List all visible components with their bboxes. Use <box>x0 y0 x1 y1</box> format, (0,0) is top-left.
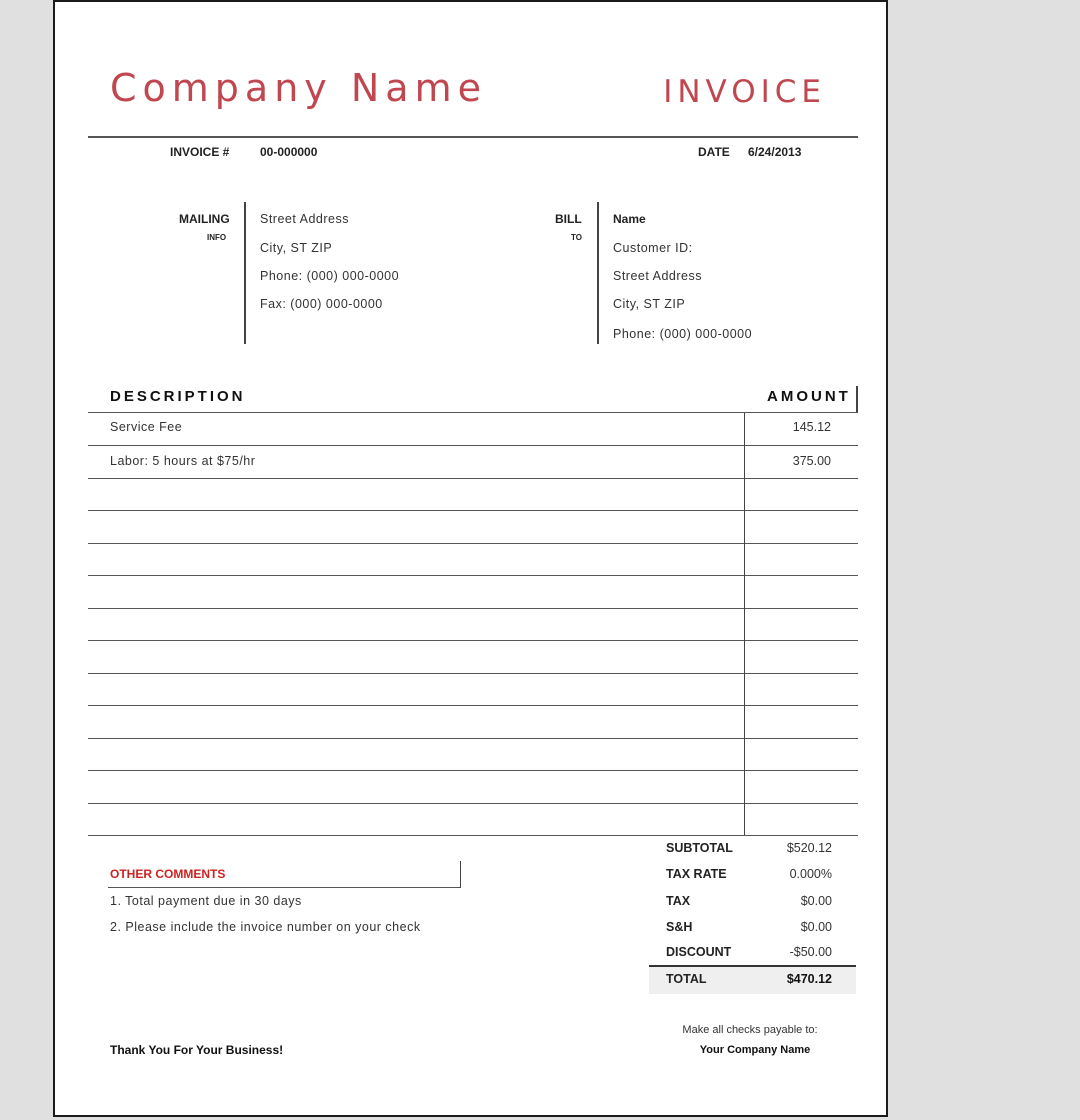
invoice-page <box>53 0 888 1117</box>
comments-title: OTHER COMMENTS <box>110 867 226 881</box>
bill-to-street: Street Address <box>613 269 702 283</box>
mailing-phone: Phone: (000) 000-0000 <box>260 269 400 283</box>
item-description: Labor: 5 hours at $75/hr <box>110 454 256 468</box>
mailing-city: City, ST ZIP <box>260 241 333 255</box>
description-header: DESCRIPTION <box>110 388 246 405</box>
bill-to-customer-id: Customer ID: <box>613 241 693 255</box>
item-description: Service Fee <box>110 420 183 434</box>
amount-column-divider <box>744 413 745 835</box>
bill-to-sublabel: TO <box>571 233 582 242</box>
comments-underline <box>108 887 460 888</box>
bill-to-city: City, ST ZIP <box>613 297 686 311</box>
sh-label: S&H <box>666 920 693 934</box>
company-name: Company Name <box>110 66 487 110</box>
bill-to-label: BILL <box>555 212 582 226</box>
table-row-line <box>88 478 858 479</box>
bill-to-name: Name <box>613 212 646 226</box>
table-row-line <box>88 640 858 641</box>
table-row-line <box>88 738 858 739</box>
table-row-line <box>88 673 858 674</box>
total-label: TOTAL <box>666 972 707 986</box>
payable-name: Your Company Name <box>699 1044 811 1056</box>
table-row-line <box>88 510 858 511</box>
item-amount: 375.00 <box>792 454 831 468</box>
table-row-line <box>88 543 858 544</box>
thank-you-note: Thank You For Your Business! <box>110 1043 284 1057</box>
discount-value: -$50.00 <box>789 945 832 959</box>
amount-header-edge <box>856 386 858 413</box>
date-label: DATE <box>698 145 730 159</box>
comment-line: 1. Total payment due in 30 days <box>110 894 302 908</box>
tax-value: $0.00 <box>800 894 832 908</box>
comments-box-edge <box>460 861 461 888</box>
table-row-line <box>88 445 858 446</box>
bill-to-divider <box>597 202 599 344</box>
date-value: 6/24/2013 <box>748 145 802 159</box>
sh-value: $0.00 <box>800 920 832 934</box>
mailing-divider <box>244 202 246 344</box>
mailing-label: MAILING <box>179 212 230 226</box>
invoice-number-label: INVOICE # <box>170 145 230 159</box>
table-row-line <box>88 835 858 836</box>
discount-label: DISCOUNT <box>666 945 732 959</box>
header-divider <box>88 136 858 138</box>
subtotal-label: SUBTOTAL <box>666 841 733 855</box>
amount-header: AMOUNT <box>767 388 851 405</box>
payable-note: Make all checks payable to: <box>682 1024 818 1036</box>
mailing-fax: Fax: (000) 000-0000 <box>260 297 383 311</box>
comment-line: 2. Please include the invoice number on your check <box>110 920 421 934</box>
invoice-number-value: 00-000000 <box>260 145 318 159</box>
table-row-line <box>88 608 858 609</box>
mailing-sublabel: INFO <box>207 233 227 242</box>
invoice-title: INVOICE <box>663 74 826 110</box>
tax-label: TAX <box>666 894 691 908</box>
table-row-line <box>88 575 858 576</box>
tax-rate-label: TAX RATE <box>666 867 727 881</box>
bill-to-phone: Phone: (000) 000-0000 <box>613 327 753 341</box>
table-row-line <box>88 770 858 771</box>
subtotal-value: $520.12 <box>786 841 832 855</box>
mailing-street: Street Address <box>260 212 349 226</box>
table-row-line <box>88 705 858 706</box>
item-amount: 145.12 <box>792 420 831 434</box>
table-row-line <box>88 412 858 413</box>
tax-rate-value: 0.000% <box>789 867 832 881</box>
total-value: $470.12 <box>786 972 832 986</box>
table-row-line <box>88 803 858 804</box>
